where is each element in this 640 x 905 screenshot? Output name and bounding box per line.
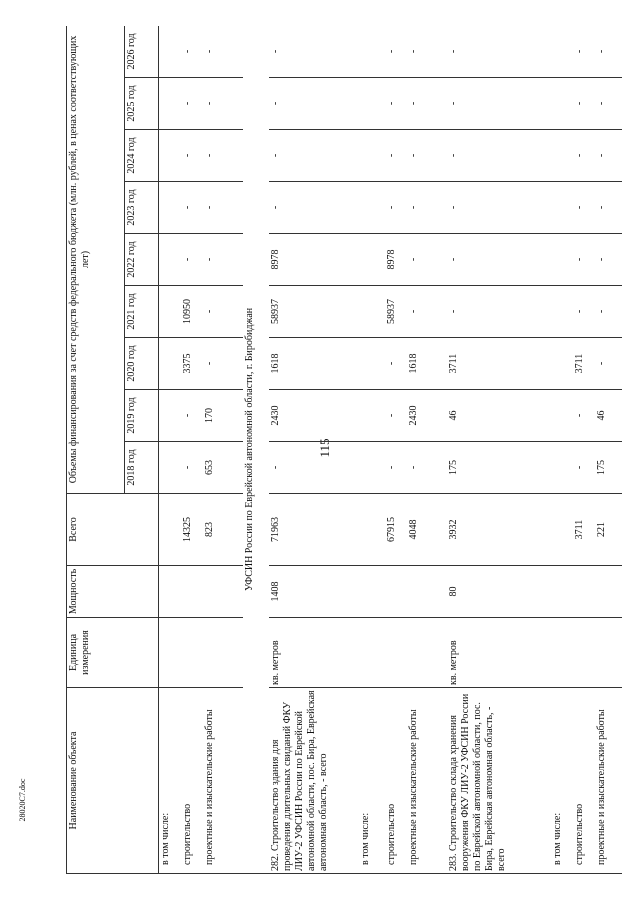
row-year-value [551,442,573,494]
header-unit: Единица измерения [67,618,159,688]
row-year-value: 3375 [181,338,203,390]
row-year-value: - [385,442,407,494]
row-capacity [385,566,407,618]
header-year: 2018 год [125,442,159,494]
row-total: 3932 [447,494,551,566]
row-year-value: 2430 [407,390,447,442]
row-unit: кв. метров [269,618,359,688]
row-year-value: - [447,286,551,338]
row-year-value [551,390,573,442]
row-year-value: - [385,338,407,390]
row-year-value [359,286,385,338]
row-unit [159,618,181,688]
table-row [407,26,447,874]
row-year-value: - [447,234,551,286]
row-year-value: - [203,338,243,390]
header-year: 2024 год [125,130,159,182]
row-total: 221 [595,494,623,566]
header-year: 2022 год [125,234,159,286]
row-year-value [359,338,385,390]
row-capacity [407,566,447,618]
table-row [159,26,181,874]
row-year-value: - [407,130,447,182]
row-year-value [159,286,181,338]
row-year-value [159,234,181,286]
table-row [203,26,243,874]
row-year-value: 175 [595,442,623,494]
row-capacity: 80 [447,566,551,618]
header-year: 2026 год [125,26,159,78]
row-year-value: - [181,182,203,234]
row-year-value: - [407,182,447,234]
row-year-value: - [573,390,595,442]
row-year-value: - [269,130,359,182]
row-capacity [159,566,181,618]
row-capacity: 1408 [269,566,359,618]
row-total: 3711 [573,494,595,566]
header-name: Наименование объекта [67,688,159,874]
row-year-value: - [203,130,243,182]
header-funding: Объемы финансирования за счет средств федерального бюджета (млн. рублей, в ценах соответствующих лет) [67,26,125,494]
table-row [269,26,359,874]
row-capacity [551,566,573,618]
row-capacity [181,566,203,618]
row-year-value: 58937 [385,286,407,338]
row-name: 282. Строительство здания для проведения длительных свиданий ФКУ ЛИУ-2 УФСИН России по Еврейской автономной области, пос. Бира, Еврейская автономная область, - всего [269,688,359,874]
row-year-value [359,26,385,78]
header-capacity: Мощность [67,566,159,618]
table-header [67,26,159,874]
row-year-value: - [203,234,243,286]
row-year-value: - [181,130,203,182]
row-year-value: 58937 [269,286,359,338]
row-capacity [203,566,243,618]
row-year-value [359,182,385,234]
row-year-value: - [203,182,243,234]
row-year-value: - [447,182,551,234]
row-unit [407,618,447,688]
row-year-value: - [385,78,407,130]
table-row [573,26,595,874]
row-year-value: - [573,78,595,130]
row-year-value: - [181,78,203,130]
row-total [159,494,181,566]
row-year-value [551,182,573,234]
row-year-value [159,26,181,78]
row-year-value: - [181,442,203,494]
row-year-value: - [595,286,623,338]
header-year: 2023 год [125,182,159,234]
row-year-value: 653 [203,442,243,494]
row-year-value [159,338,181,390]
row-capacity [595,566,623,618]
row-year-value: - [573,442,595,494]
row-year-value: - [203,78,243,130]
row-year-value: - [269,26,359,78]
row-name: строительство [573,688,595,874]
row-year-value: - [573,130,595,182]
row-year-value: 170 [203,390,243,442]
row-year-value: 46 [595,390,623,442]
funding-table [66,26,622,874]
row-year-value: - [447,130,551,182]
row-name: строительство [385,688,407,874]
row-year-value: - [595,182,623,234]
row-unit [203,618,243,688]
row-year-value: - [407,286,447,338]
table-body [159,26,623,874]
row-unit [595,618,623,688]
row-year-value: - [573,286,595,338]
row-total: 67915 [385,494,407,566]
header-year: 2020 год [125,338,159,390]
row-name: в том числе: [159,688,181,874]
row-year-value: - [203,286,243,338]
row-year-value: - [447,26,551,78]
row-year-value: - [385,182,407,234]
row-name: проектные и изыскательские работы [595,688,623,874]
header-total: Всего [67,494,159,566]
row-unit: кв. метров [447,618,551,688]
row-year-value: 1618 [407,338,447,390]
row-year-value [551,338,573,390]
row-year-value: - [407,234,447,286]
row-year-value: 8978 [385,234,407,286]
row-year-value: - [407,26,447,78]
row-name: 283. Строительство склада хранения вооружения ФКУ ЛИУ-2 УФСИН России по Еврейской автономной области, пос. Бира, Еврейская автономная область, - всего [447,688,551,874]
row-year-value: 1618 [269,338,359,390]
row-name: проектные и изыскательские работы [407,688,447,874]
row-year-value: 3711 [447,338,551,390]
row-year-value: 46 [447,390,551,442]
row-year-value: - [385,390,407,442]
rotated-table-container [66,26,622,874]
section-row [243,26,269,874]
row-year-value: - [407,78,447,130]
table-row [359,26,385,874]
row-unit [573,618,595,688]
row-year-value: - [573,182,595,234]
row-year-value: - [595,78,623,130]
row-year-value [159,78,181,130]
row-year-value: - [573,26,595,78]
row-unit [551,618,573,688]
row-name: в том числе: [551,688,573,874]
row-year-value [551,26,573,78]
table-row [181,26,203,874]
row-year-value: 8978 [269,234,359,286]
row-total [551,494,573,566]
row-capacity [573,566,595,618]
row-year-value [551,234,573,286]
row-year-value: 3711 [573,338,595,390]
row-year-value [551,78,573,130]
page-number: 115 [317,438,332,458]
row-year-value: 175 [447,442,551,494]
row-name: проектные и изыскательские работы [203,688,243,874]
row-year-value: - [407,442,447,494]
row-year-value: - [595,338,623,390]
row-unit [359,618,385,688]
row-year-value: - [447,78,551,130]
row-name: строительство [181,688,203,874]
row-year-value [359,442,385,494]
row-year-value [159,390,181,442]
row-year-value: 2430 [269,390,359,442]
table-row [385,26,407,874]
row-unit [181,618,203,688]
document-code: 28020C7.doc [18,778,27,822]
row-year-value: - [181,234,203,286]
row-year-value: - [203,26,243,78]
table-row [447,26,551,874]
row-year-value: - [385,26,407,78]
row-year-value: - [595,26,623,78]
row-year-value [159,130,181,182]
section-title: УФСИН России по Еврейской автономной области, г. Биробиджан [243,26,269,874]
row-year-value: - [181,26,203,78]
row-year-value: - [595,130,623,182]
row-year-value: - [595,234,623,286]
header-year: 2021 год [125,286,159,338]
row-year-value [359,130,385,182]
table-row [595,26,623,874]
row-year-value: - [385,130,407,182]
row-year-value: - [269,442,359,494]
header-year: 2019 год [125,390,159,442]
table-row [551,26,573,874]
row-year-value: - [269,182,359,234]
row-year-value [159,442,181,494]
row-year-value: 10950 [181,286,203,338]
row-total [359,494,385,566]
row-year-value: - [573,234,595,286]
row-total: 71963 [269,494,359,566]
row-total: 14325 [181,494,203,566]
table-area [66,26,622,874]
row-year-value: - [181,390,203,442]
row-unit [385,618,407,688]
row-total: 823 [203,494,243,566]
row-year-value [551,286,573,338]
row-year-value [359,78,385,130]
row-year-value [551,130,573,182]
row-year-value [359,234,385,286]
row-name: в том числе: [359,688,385,874]
row-total: 4048 [407,494,447,566]
row-year-value [159,182,181,234]
row-year-value: - [269,78,359,130]
header-year: 2025 год [125,78,159,130]
row-year-value [359,390,385,442]
row-capacity [359,566,385,618]
